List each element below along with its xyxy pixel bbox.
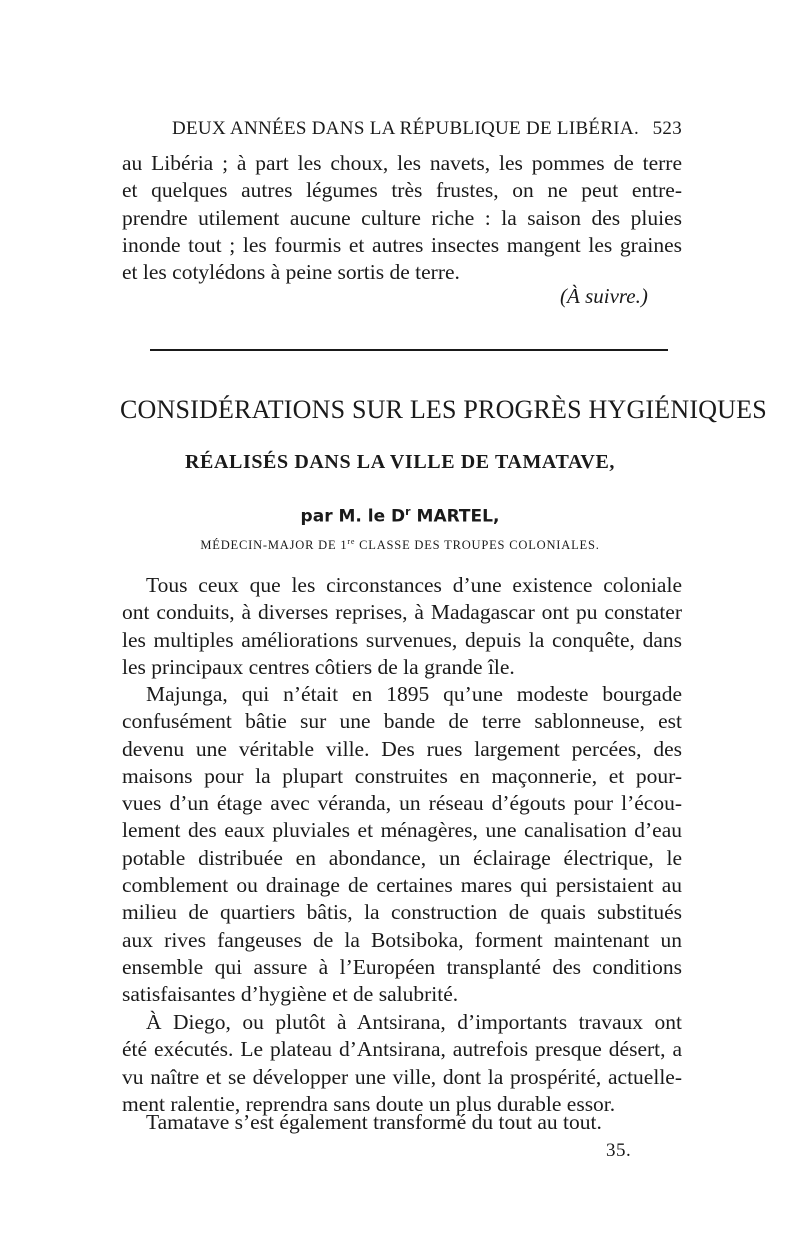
text-line: devenu une véritable ville. Des rues largement percées, des — [122, 736, 682, 761]
text-line: ment ralentie, reprendra sans doute un plus durable essor. — [122, 1091, 616, 1116]
byline-prefix: par M. le D — [300, 506, 406, 527]
running-head — [122, 118, 682, 146]
continued-note: (À suivre.) — [560, 284, 648, 308]
paragraph-4 — [122, 1109, 682, 1136]
running-head-title: DEUX ANNÉES DANS LA RÉPUBLIQUE DE LIBÉRIA. — [172, 118, 640, 139]
signature-mark: 35. — [606, 1140, 632, 1161]
author-byline — [120, 505, 680, 527]
page-number: 523 — [652, 118, 682, 139]
article-subtitle: RÉALISÉS DANS LA VILLE DE TAMATAVE, — [184, 451, 615, 473]
previous-article-text — [122, 150, 682, 286]
article-title: CONSIDÉRATIONS SUR LES PROGRÈS HYGIÉNIQUES — [120, 395, 767, 424]
text-line: et quelques autres légumes très frustes, on ne peut entre- — [122, 178, 682, 203]
affiliation-suffix: CLASSE DES TROUPES COLONIALES. — [355, 538, 600, 553]
text-line: vues d’un étage avec véranda, un réseau d’égouts pour l’écou- — [122, 791, 682, 816]
text-line: Tous ceux que les circonstances d’une existence coloniale — [146, 573, 682, 597]
text-line: été exécutés. Le plateau d’Antsirana, autrefois presque désert, a — [122, 1037, 682, 1062]
paragraph-1 — [122, 572, 682, 681]
text-line: les multiples améliorations survenues, depuis la conquête, dans — [122, 627, 682, 652]
text-line: satisfaisantes d’hygiène et de salubrité. — [122, 982, 459, 1007]
affiliation-sup: re — [347, 537, 356, 546]
text-line: maisons pour la plupart construites en maçonnerie, et pour- — [122, 763, 682, 788]
author-name: MARTEL, — [410, 506, 500, 527]
text-line: prendre utilement aucune culture riche : la saison des pluies — [122, 205, 682, 230]
paragraph-2 — [122, 681, 682, 1009]
paragraph-3 — [122, 1009, 682, 1118]
text-line: comblement ou drainage de certaines mares qui persistaient au — [122, 873, 682, 898]
text-line: ensemble qui assure à l’Européen transplanté des conditions — [122, 954, 682, 979]
affiliation-prefix: MÉDECIN-MAJOR DE 1 — [200, 538, 348, 553]
byline-sup: r — [405, 505, 411, 518]
text-line: confusément bâtie sur une bande de terre sablonneuse, est — [122, 709, 682, 734]
text-line: les principaux centres côtiers de la grande île. — [122, 654, 515, 679]
text-line: au Libéria ; à part les choux, les navets, les pommes de terre — [122, 151, 682, 175]
text-line: À Diego, ou plutôt à Antsirana, d’importants travaux ont — [146, 1010, 682, 1034]
section-divider — [150, 349, 668, 351]
text-line: milieu de quartiers bâtis, la construction de quais substitués — [122, 900, 682, 925]
text-line: potable distribuée en abondance, un éclairage électrique, le — [122, 845, 682, 870]
text-line: Tamatave s’est également transformé du tout au tout. — [146, 1110, 602, 1134]
text-line: ont conduits, à diverses reprises, à Madagascar ont pu constater — [122, 600, 682, 625]
text-line: et les cotylédons à peine sortis de terre. — [122, 260, 460, 285]
text-line: Majunga, qui n’était en 1895 qu’une modeste bourgade — [146, 682, 682, 706]
text-line: inonde tout ; les fourmis et autres insectes mangent les graines — [122, 232, 682, 257]
text-line: aux rives fangeuses de la Botsiboka, forment maintenant un — [122, 927, 682, 952]
text-line: vu naître et se développer une ville, dont la prospérité, actuelle- — [122, 1064, 682, 1089]
author-affiliation — [120, 537, 680, 553]
text-line: lement des eaux pluviales et ménagères, une canalisation d’eau — [122, 818, 682, 843]
